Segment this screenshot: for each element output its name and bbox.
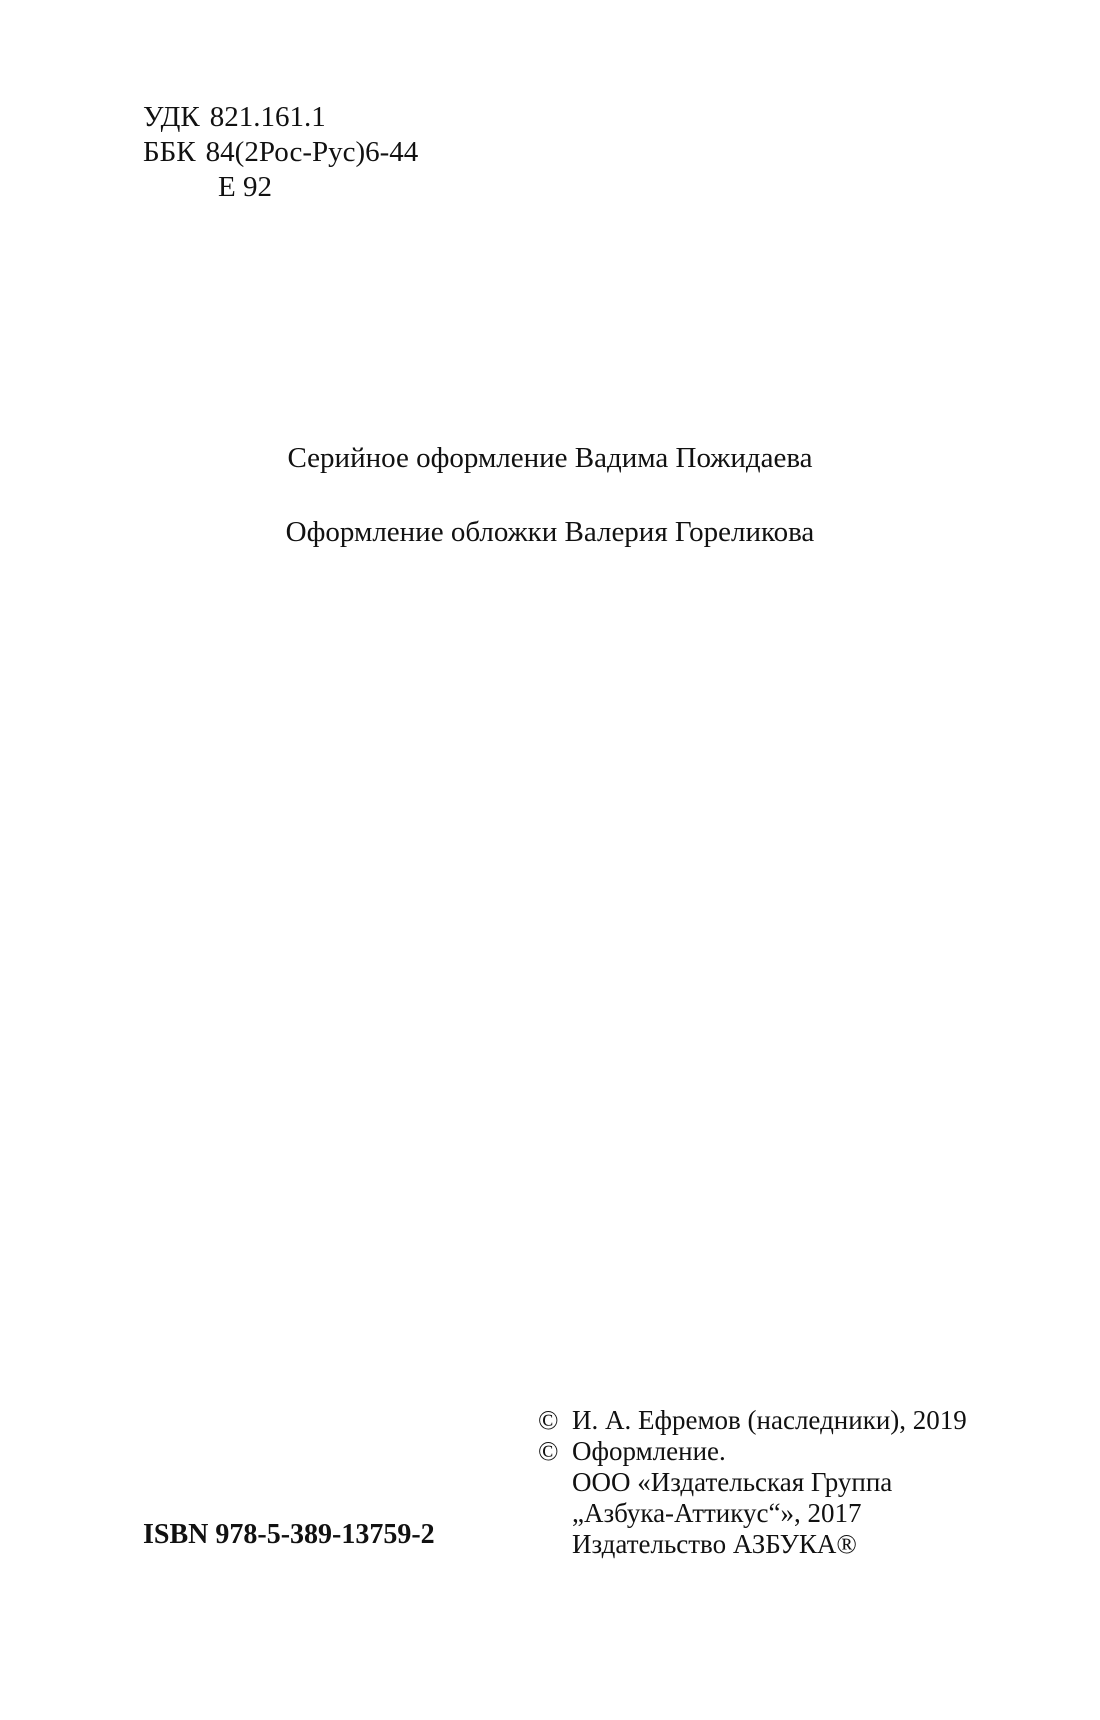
copyright-author-line: И. А. Ефремов (наследники), 2019 <box>572 1405 967 1435</box>
copyright-notice <box>538 1405 967 1560</box>
udk-label: УДК <box>143 101 200 133</box>
isbn-number: ISBN 978-5-389-13759-2 <box>143 1519 435 1550</box>
copyright-publisher-line-3: Издательство АЗБУКА® <box>572 1529 857 1559</box>
cover-design-credit: Оформление обложки Валерия Гореликова <box>285 516 815 548</box>
design-credits <box>0 440 1100 550</box>
udk-code: 821.161.1 <box>209 101 326 133</box>
bbk-row <box>143 135 418 170</box>
copyright-publisher-line-1: ООО «Издательская Группа <box>572 1467 893 1497</box>
author-mark: Е 92 <box>218 171 272 203</box>
bbk-label: ББК <box>143 136 196 168</box>
classification-codes <box>143 100 418 205</box>
copyright-row-design <box>538 1436 967 1467</box>
copyright-symbol: © <box>538 1436 559 1466</box>
copyright-publisher-line-2: „Азбука-Аттикус“», 2017 <box>572 1498 862 1528</box>
copyright-design-line: Оформление. <box>572 1436 726 1466</box>
bbk-code: 84(2Рос-Рус)6-44 <box>205 136 419 168</box>
udk-row <box>143 100 418 135</box>
copyright-symbol: © <box>538 1405 559 1435</box>
series-design-credit: Серийное оформление Вадима Пожидаева <box>287 442 813 474</box>
copyright-row-author <box>538 1405 967 1436</box>
